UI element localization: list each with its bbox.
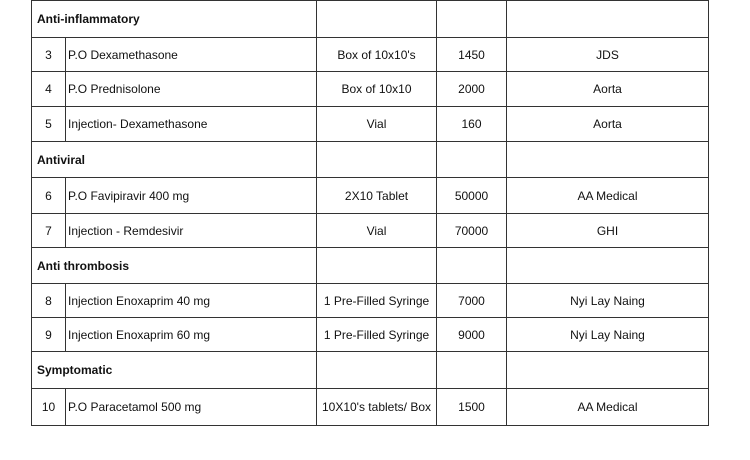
row-number: 4 (32, 72, 66, 107)
section-header-row (32, 248, 709, 284)
medicine-table (31, 0, 709, 426)
medicine-name: P.O Paracetamol 500 mg (66, 389, 317, 426)
table-row (32, 178, 709, 214)
row-number: 10 (32, 389, 66, 426)
table-row (32, 214, 709, 248)
pack-size: Vial (317, 107, 437, 142)
supplier: Aorta (507, 107, 709, 142)
supplier: Nyi Lay Naing (507, 284, 709, 318)
row-number: 3 (32, 38, 66, 72)
table-row (32, 72, 709, 107)
table-row (32, 318, 709, 352)
supplier: AA Medical (507, 389, 709, 426)
quantity: 9000 (437, 318, 507, 352)
medicine-name: Injection- Dexamethasone (66, 107, 317, 142)
medicine-name: Injection Enoxaprim 40 mg (66, 284, 317, 318)
medicine-name: Injection - Remdesivir (66, 214, 317, 248)
quantity: 70000 (437, 214, 507, 248)
pack-size: Box of 10x10's (317, 38, 437, 72)
quantity: 1450 (437, 38, 507, 72)
medicine-name: P.O Prednisolone (66, 72, 317, 107)
quantity: 50000 (437, 178, 507, 214)
section-header-row (32, 142, 709, 178)
pack-size: Box of 10x10 (317, 72, 437, 107)
supplier: Nyi Lay Naing (507, 318, 709, 352)
row-number: 7 (32, 214, 66, 248)
table-row (32, 107, 709, 142)
medicine-name: P.O Dexamethasone (66, 38, 317, 72)
medicine-name: P.O Favipiravir 400 mg (66, 178, 317, 214)
row-number: 5 (32, 107, 66, 142)
supplier: GHI (507, 214, 709, 248)
table-row (32, 389, 709, 426)
section-title: Anti-inflammatory (32, 1, 317, 38)
row-number: 8 (32, 284, 66, 318)
section-header-row (32, 1, 709, 38)
quantity: 2000 (437, 72, 507, 107)
section-title: Antiviral (32, 142, 317, 178)
supplier: Aorta (507, 72, 709, 107)
section-title: Symptomatic (32, 352, 317, 389)
section-title: Anti thrombosis (32, 248, 317, 284)
row-number: 6 (32, 178, 66, 214)
quantity: 160 (437, 107, 507, 142)
supplier: JDS (507, 38, 709, 72)
quantity: 1500 (437, 389, 507, 426)
pack-size: Vial (317, 214, 437, 248)
section-header-row (32, 352, 709, 389)
pack-size: 2X10 Tablet (317, 178, 437, 214)
table-row (32, 38, 709, 72)
pack-size: 10X10's tablets/ Box (317, 389, 437, 426)
pack-size: 1 Pre-Filled Syringe (317, 284, 437, 318)
pack-size: 1 Pre-Filled Syringe (317, 318, 437, 352)
supplier: AA Medical (507, 178, 709, 214)
table-row (32, 284, 709, 318)
row-number: 9 (32, 318, 66, 352)
medicine-name: Injection Enoxaprim 60 mg (66, 318, 317, 352)
quantity: 7000 (437, 284, 507, 318)
